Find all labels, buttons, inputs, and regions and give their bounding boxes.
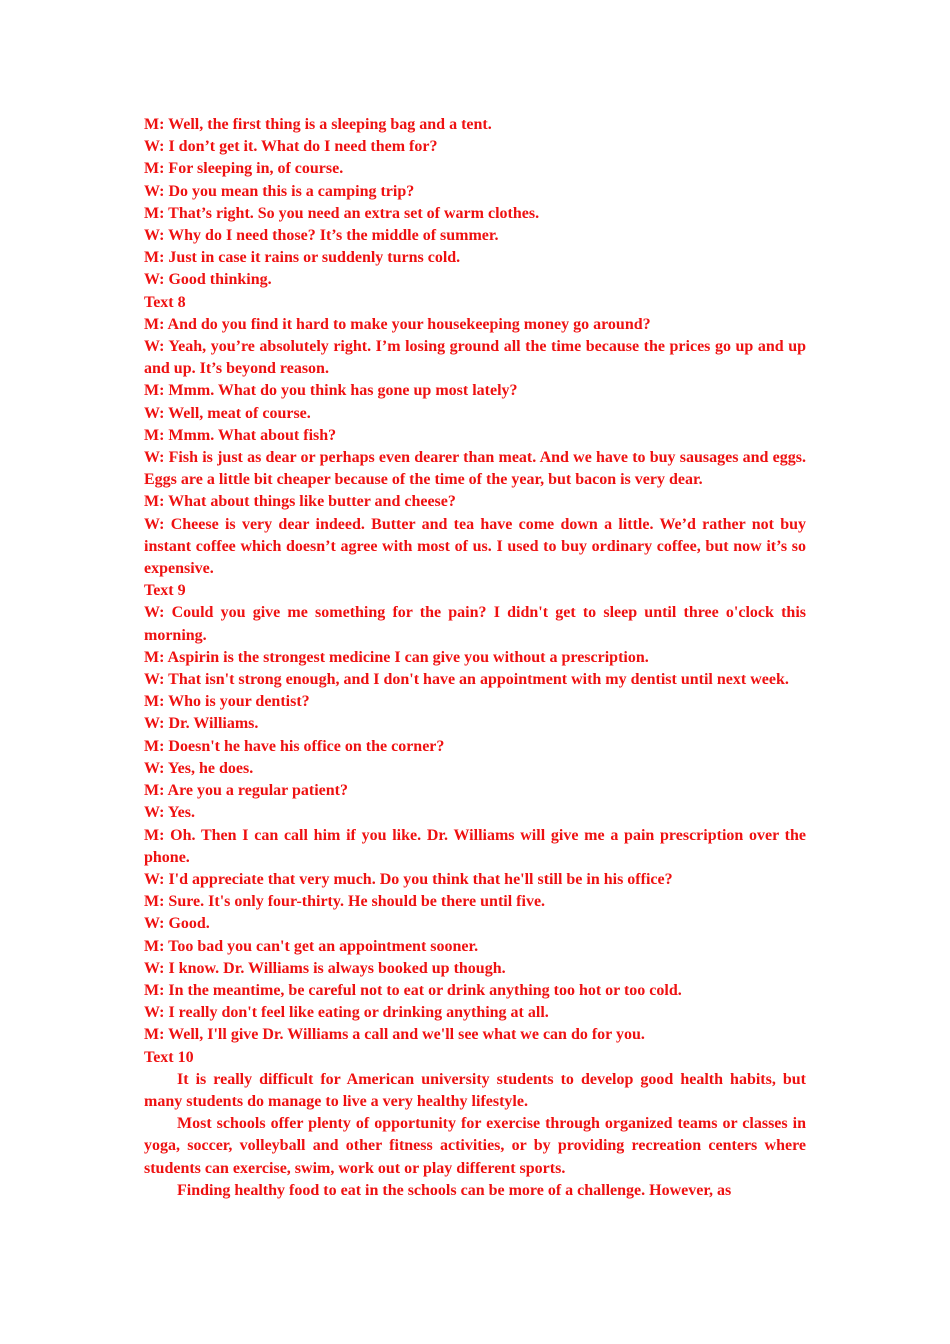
body-paragraph: Most schools offer plenty of opportunity for exercise through organized teams or classes in yoga, soccer, volleyball and other fitness activities, or by providing recreation centers where students can exercise, swim, work out or play different sports. bbox=[144, 1115, 806, 1177]
dialogue-line: M: Well, I'll give Dr. Williams a call and we'll see what we can do for you. bbox=[144, 1026, 645, 1044]
dialogue-line: M: Just in case it rains or suddenly turns cold. bbox=[144, 249, 461, 267]
dialogue-line: M: Too bad you can't get an appointment sooner. bbox=[144, 937, 479, 955]
section-heading: Text 9 bbox=[144, 582, 186, 600]
dialogue-line: M: Sure. It's only four-thirty. He should be there until five. bbox=[144, 893, 546, 911]
dialogue-line: W: Good. bbox=[144, 915, 210, 933]
dialogue-line: M: For sleeping in, of course. bbox=[144, 160, 344, 178]
dialogue-line: W: Fish is just as dear or perhaps even dearer than meat. And we have to buy sausages and eggs. Eggs are a little bit cheaper because of the time of the year, but bacon is very dear. bbox=[144, 449, 806, 489]
dialogue-line: M: Doesn't he have his office on the corner? bbox=[144, 737, 445, 755]
dialogue-line: M: Oh. Then I can call him if you like. Dr. Williams will give me a pain prescription over the phone. bbox=[144, 826, 806, 866]
dialogue-line: W: That isn't strong enough, and I don't have an appointment with my dentist until next week. bbox=[144, 671, 789, 689]
dialogue-line: M: Mmm. What about fish? bbox=[144, 426, 337, 444]
dialogue-line: M: That’s right. So you need an extra set of warm clothes. bbox=[144, 204, 540, 222]
dialogue-line: W: I really don't feel like eating or drinking anything at all. bbox=[144, 1004, 549, 1022]
dialogue-line: M: Well, the first thing is a sleeping bag and a tent. bbox=[144, 116, 492, 133]
section-heading: Text 10 bbox=[144, 1048, 194, 1066]
dialogue-line: M: Who is your dentist? bbox=[144, 693, 310, 711]
dialogue-line: W: Dr. Williams. bbox=[144, 715, 259, 733]
dialogue-line: M: Are you a regular patient? bbox=[144, 782, 348, 800]
dialogue-line: W: Yeah, you’re absolutely right. I’m losing ground all the time because the prices go up and up and up. It’s beyond reason. bbox=[144, 338, 806, 378]
dialogue-line: W: Cheese is very dear indeed. Butter and tea have come down a little. We’d rather not buy instant coffee which doesn’t agree with most of us. I used to buy ordinary coffee, but now it’s so expensive. bbox=[144, 515, 806, 578]
dialogue-line: W: Yes, he does. bbox=[144, 759, 254, 777]
dialogue-line: M: Mmm. What do you think has gone up most lately? bbox=[144, 382, 518, 400]
dialogue-line: M: What about things like butter and cheese? bbox=[144, 493, 456, 511]
dialogue-line: M: And do you find it hard to make your housekeeping money go around? bbox=[144, 315, 651, 333]
dialogue-line: M: In the meantime, be careful not to eat or drink anything too hot or too cold. bbox=[144, 981, 682, 999]
dialogue-line: W: I don’t get it. What do I need them for? bbox=[144, 138, 438, 156]
dialogue-section bbox=[144, 114, 806, 292]
section-heading: Text 8 bbox=[144, 293, 186, 311]
dialogue-line: W: Do you mean this is a camping trip? bbox=[144, 182, 415, 200]
body-paragraph: Finding healthy food to eat in the schools can be more of a challenge. However, as bbox=[177, 1181, 732, 1199]
dialogue-line: W: I'd appreciate that very much. Do you think that he'll still be in his office? bbox=[144, 870, 673, 888]
dialogue-line: M: Aspirin is the strongest medicine I can give you without a prescription. bbox=[144, 648, 649, 666]
dialogue-line: W: Good thinking. bbox=[144, 271, 272, 289]
text-8-section bbox=[144, 292, 806, 581]
dialogue-line: W: Could you give me something for the pain? I didn't get to sleep until three o'clock this morning. bbox=[144, 604, 806, 644]
text-10-section bbox=[144, 1047, 806, 1202]
dialogue-line: W: Yes. bbox=[144, 804, 195, 822]
dialogue-line: W: I know. Dr. Williams is always booked up though. bbox=[144, 959, 506, 977]
document-page bbox=[144, 114, 806, 1202]
body-paragraph: It is really difficult for American university students to develop good health habits, but many students do manage to live a very healthy lifestyle. bbox=[144, 1070, 806, 1110]
dialogue-line: W: Why do I need those? It’s the middle of summer. bbox=[144, 227, 499, 245]
text-9-section bbox=[144, 580, 806, 1046]
dialogue-line: W: Well, meat of course. bbox=[144, 404, 311, 422]
